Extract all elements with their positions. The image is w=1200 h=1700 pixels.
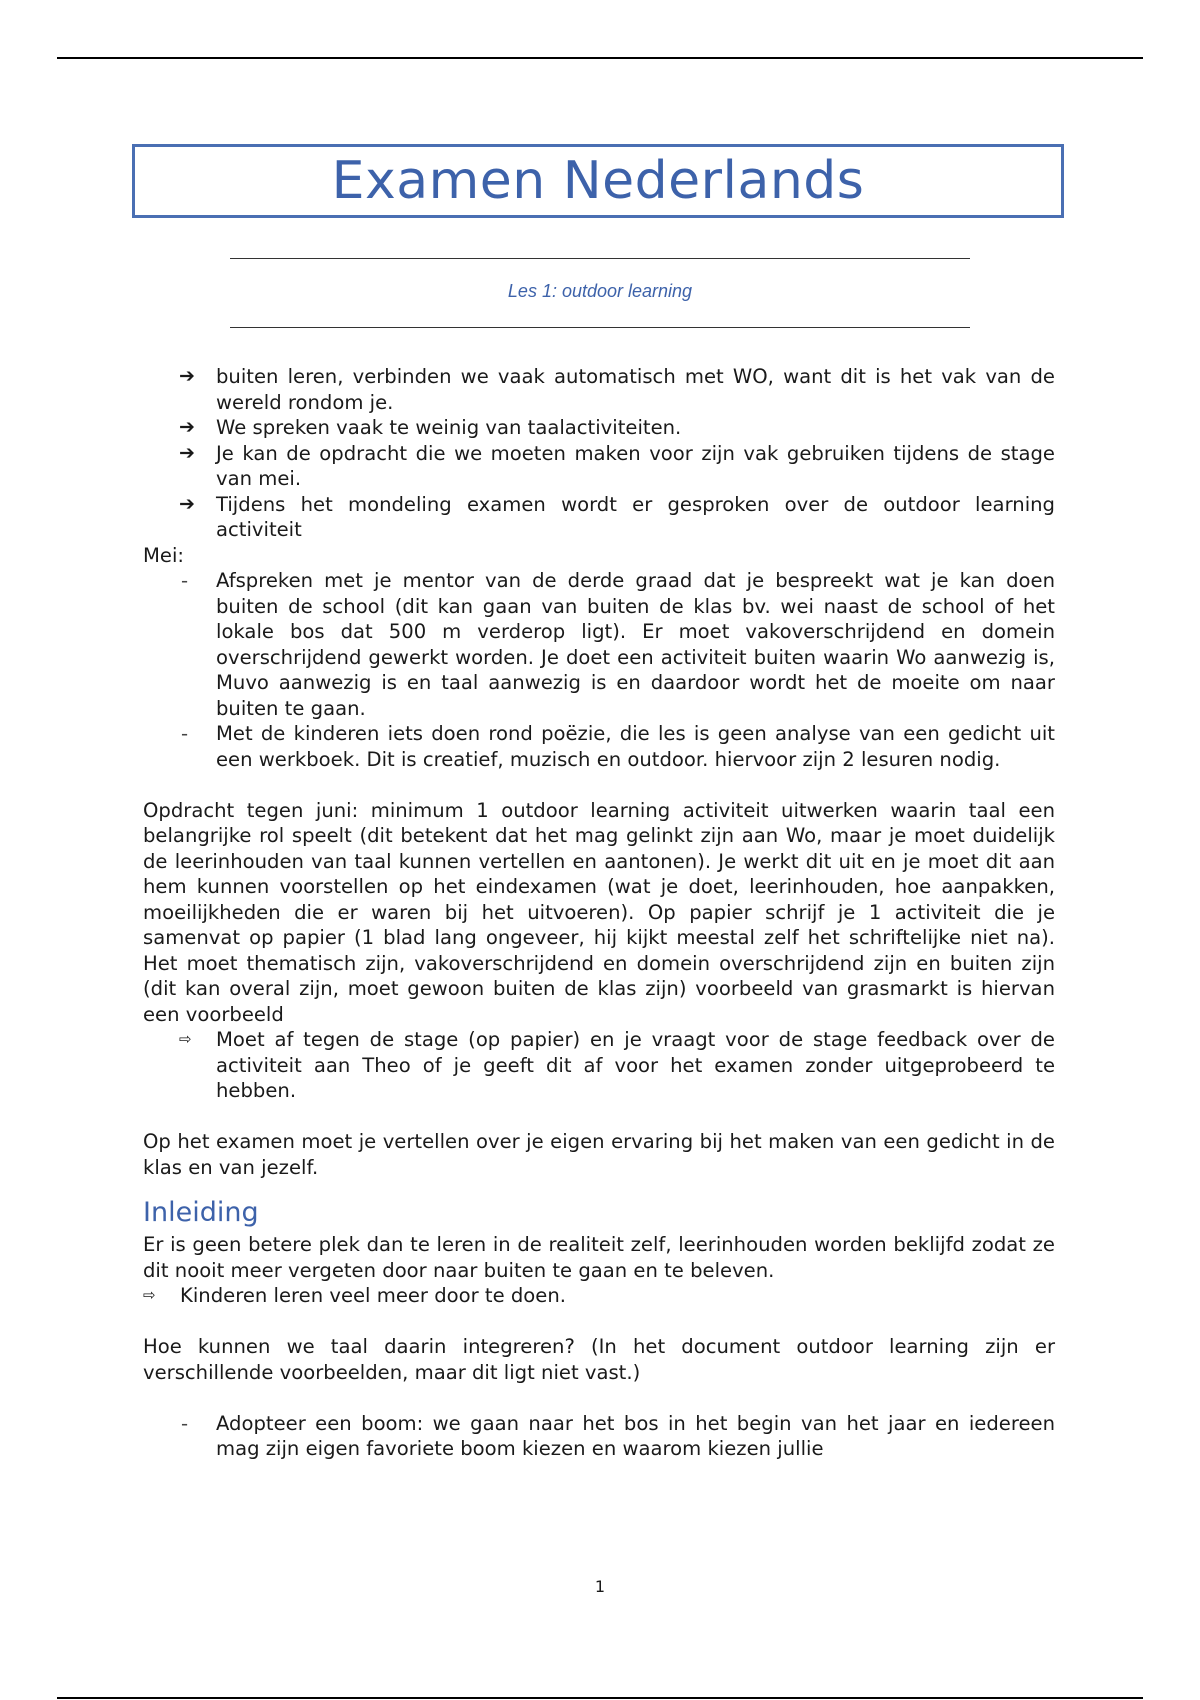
dash-bullet-icon: - <box>181 569 189 592</box>
list-item-text: Met de kinderen iets doen rond poëzie, die les is geen analyse van een gedicht uit een werkboek. Dit is creatief, muzisch en outdoor. hiervoor zijn 2 lesuren nodig. <box>216 722 1055 771</box>
arrow-right-bold-icon: ➔ <box>179 492 195 515</box>
arrow-right-outline-icon: ⇨ <box>179 1030 192 1048</box>
list-item <box>143 721 1055 772</box>
document-title: Examen Nederlands <box>132 144 1064 218</box>
document-body <box>143 364 1055 1462</box>
examen-paragraph: Op het examen moet je vertellen over je eigen ervaring bij het maken van een gedicht in de klas en van jezelf. <box>143 1130 1055 1179</box>
subtitle-rule-top <box>230 258 970 259</box>
document-subtitle: Les 1: outdoor learning <box>507 281 693 301</box>
list-item-text: Moet af tegen de stage (op papier) en je vraagt voor de stage feedback over de activiteit aan Theo of je geeft dit af voor het examen zonder uitgeprobeerd te hebben. <box>216 1028 1055 1102</box>
list-item-text: We spreken vaak te weinig van taalactiviteiten. <box>216 416 682 439</box>
mei-label: Mei: <box>143 543 185 567</box>
header-rule <box>57 57 1143 59</box>
dash-bullet-icon: - <box>181 722 189 745</box>
list-item-text: Kinderen leren veel meer door te doen. <box>180 1284 567 1307</box>
list-item-text: buiten leren, verbinden we vaak automatisch met WO, want dit is het vak van de wereld rondom je. <box>216 365 1055 414</box>
list-item <box>143 568 1055 721</box>
list-item <box>143 364 1055 415</box>
list-item <box>143 1283 1055 1309</box>
arrow-right-outline-icon: ⇨ <box>143 1286 156 1304</box>
dash-bullet-icon: - <box>181 1411 189 1435</box>
inleiding-paragraph: Er is geen betere plek dan te leren in de realiteit zelf, leerinhouden worden beklijfd zodat ze dit nooit meer vergeten door naar buiten te gaan en te beleven. <box>143 1233 1055 1282</box>
list-item <box>143 1027 1055 1104</box>
list-item <box>143 492 1055 543</box>
list-item-text: Je kan de opdracht die we moeten maken voor zijn vak gebruiken tijdens de stage van mei. <box>216 441 1055 490</box>
opdracht-paragraph: Opdracht tegen juni: minimum 1 outdoor learning activiteit uitwerken waarin taal een belangrijke rol speelt (dit betekent dat het mag gelinkt zijn aan Wo, maar je moet duidelijk de leerinhouden van taal kunnen vertellen en aantonen). Je werkt dit uit en je moet dit aan hem kunnen voorstellen op het eindexamen (wat je doet, leerinhouden, hoe aanpakken, moeilijkheden die er waren bij het uitvoeren). Op papier schrijf je 1 activiteit die je samenvat op papier (1 blad lang ongeveer, hij kijkt meestal zelf het schriftelijke niet na). Het moet thematisch zijn, vakoverschrijdend en domein overschrijdend zijn en buiten zijn (dit kan overal zijn, moet gewoon buiten de klas zijn) voorbeeld van grasmarkt is hiervan een voorbeeld <box>143 798 1055 1026</box>
footer-rule <box>57 1697 1143 1699</box>
list-item <box>143 1411 1055 1462</box>
arrow-right-bold-icon: ➔ <box>179 365 195 387</box>
arrow-right-bold-icon: ➔ <box>179 416 195 438</box>
list-item <box>143 415 1055 441</box>
section-heading-inleiding: Inleiding <box>143 1197 259 1228</box>
page-number: 1 <box>594 1577 606 1596</box>
list-item-text: Adopteer een boom: we gaan naar het bos in het begin van het jaar en iedereen mag zijn eigen favoriete boom kiezen en waarom kiezen jullie <box>216 1411 1055 1460</box>
list-item-text: Afspreken met je mentor van de derde graad dat je bespreekt wat je kan doen buiten de school (dit kan gaan van buiten de klas bv. wei naast de school of het lokale bos dat 500 m verderop ligt). Er moet vakoverschrijdend en domein overschrijdend gewerkt worden. Je doet een activiteit buiten waarin Wo aanwezig is, Muvo aanwezig is en taal aanwezig is en daardoor wordt het de moeite om naar buiten te gaan. <box>216 569 1055 720</box>
list-item-text: Tijdens het mondeling examen wordt er gesproken over de outdoor learning activiteit <box>216 492 1055 541</box>
subtitle-rule-bottom <box>230 327 970 328</box>
taal-question: Hoe kunnen we taal daarin integreren? (In het document outdoor learning zijn er verschillende voorbeelden, maar dit ligt niet vast.) <box>143 1335 1055 1384</box>
arrow-right-bold-icon: ➔ <box>179 441 195 464</box>
list-item <box>143 441 1055 492</box>
